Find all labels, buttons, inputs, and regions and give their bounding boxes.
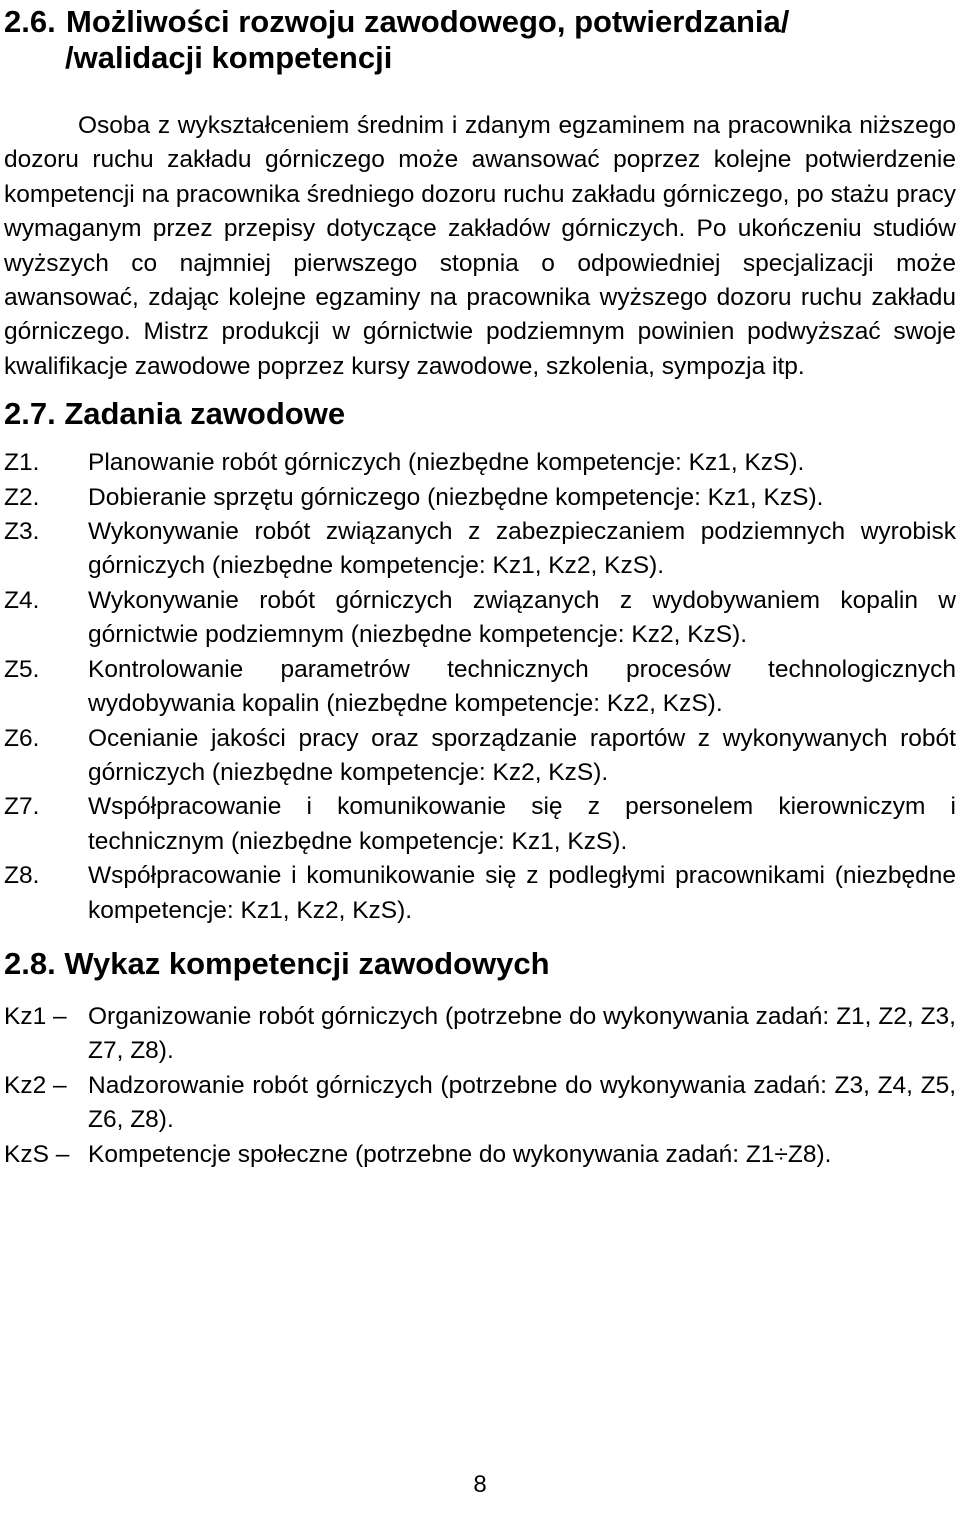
list-item: [4, 790, 956, 859]
document-page: [4, 0, 956, 1172]
competency-text: Organizowanie robót górniczych (potrzebne do wykonywania zadań: Z1, Z2, Z3, Z7, Z8).: [88, 1002, 956, 1065]
task-list: [4, 446, 956, 928]
list-item: [4, 584, 956, 653]
task-code: Z1.: [4, 449, 40, 477]
list-item: [4, 859, 956, 928]
competency-text: Nadzorowanie robót górniczych (potrzebne do wykonywania zadań: Z3, Z4, Z5, Z6, Z8).: [88, 1071, 956, 1134]
competency-code: KzS –: [4, 1140, 70, 1168]
task-code: Z7.: [4, 793, 40, 821]
task-text: Współpracowanie i komunikowanie się z podległymi pracownikami (niezbędne kompetencje: Kz1, Kz2, KzS).: [88, 862, 956, 924]
section-2-6-heading: [4, 4, 956, 76]
section-2-6-title-line1: Możliwości rozwoju zawodowego, potwierdzania/: [66, 4, 790, 39]
task-text: Wykonywanie robót związanych z zabezpieczaniem podziemnych wyrobisk górniczych (niezbędne kompetencje: Kz1, Kz2, KzS).: [88, 518, 956, 580]
list-item: [4, 1069, 956, 1138]
competency-list: [4, 1000, 956, 1172]
list-item: [4, 446, 956, 480]
task-text: Współpracowanie i komunikowanie się z personelem kierowniczym i technicznym (niezbędne kompetencje: Kz1, KzS).: [88, 793, 956, 855]
section-2-6-number: 2.6.: [4, 4, 56, 39]
section-2-6-paragraph: Osoba z wykształceniem średnim i zdanym egzaminem na pracownika niższego dozoru ruchu zakładu górniczego może awansować poprzez kolejne potwierdzenie kompetencji na pracownika średniego dozoru ruchu zakładu górniczego, po stażu pracy wymaganym przez przepisy dotyczące zakładów górniczych. Po ukończeniu studiów wyższych co najmniej pierwszego stopnia o odpowiedniej specjalizacji może awansować, zdając kolejne egzaminy na pracownika wyższego dozoru ruchu zakładu górniczego. Mistrz produkcji w górnictwie podziemnym powinien podwyższać swoje kwalifikacje zawodowe poprzez kursy zawodowe, szkolenia, sympozja itp.: [4, 112, 956, 380]
task-code: Z6.: [4, 724, 40, 752]
task-text: Kontrolowanie parametrów technicznych procesów technologicznych wydobywania kopalin (niezbędne kompetencje: Kz2, KzS).: [88, 655, 956, 718]
list-item: [4, 481, 956, 515]
section-2-7-heading: 2.7. Zadania zawodowe: [4, 396, 346, 432]
task-code: Z8.: [4, 862, 40, 890]
task-text: Dobieranie sprzętu górniczego (niezbędne kompetencje: Kz1, KzS).: [88, 483, 824, 511]
task-code: Z4.: [4, 586, 40, 614]
list-item: [4, 1000, 956, 1069]
page-number: 8: [473, 1471, 487, 1498]
list-item: [4, 1138, 956, 1172]
competency-code: Kz1 –: [4, 1002, 67, 1030]
list-item: [4, 722, 956, 791]
task-text: Ocenianie jakości pracy oraz sporządzanie raportów z wykonywanych robót górniczych (niezbędne kompetencje: Kz2, KzS).: [88, 724, 956, 786]
task-text: Wykonywanie robót górniczych związanych z wydobywaniem kopalin w górnictwie podziemnym (niezbędne kompetencje: Kz2, KzS).: [88, 586, 956, 649]
competency-text: Kompetencje społeczne (potrzebne do wykonywania zadań: Z1÷Z8).: [88, 1140, 832, 1168]
task-code: Z5.: [4, 655, 40, 683]
task-text: Planowanie robót górniczych (niezbędne kompetencje: Kz1, KzS).: [88, 449, 805, 477]
list-item: [4, 653, 956, 722]
competency-code: Kz2 –: [4, 1071, 67, 1099]
task-code: Z3.: [4, 518, 40, 546]
task-code: Z2.: [4, 483, 40, 511]
section-2-6-title-line2: /walidacji kompetencji: [65, 40, 393, 75]
section-2-8-heading: 2.8. Wykaz kompetencji zawodowych: [4, 945, 550, 981]
list-item: [4, 515, 956, 584]
